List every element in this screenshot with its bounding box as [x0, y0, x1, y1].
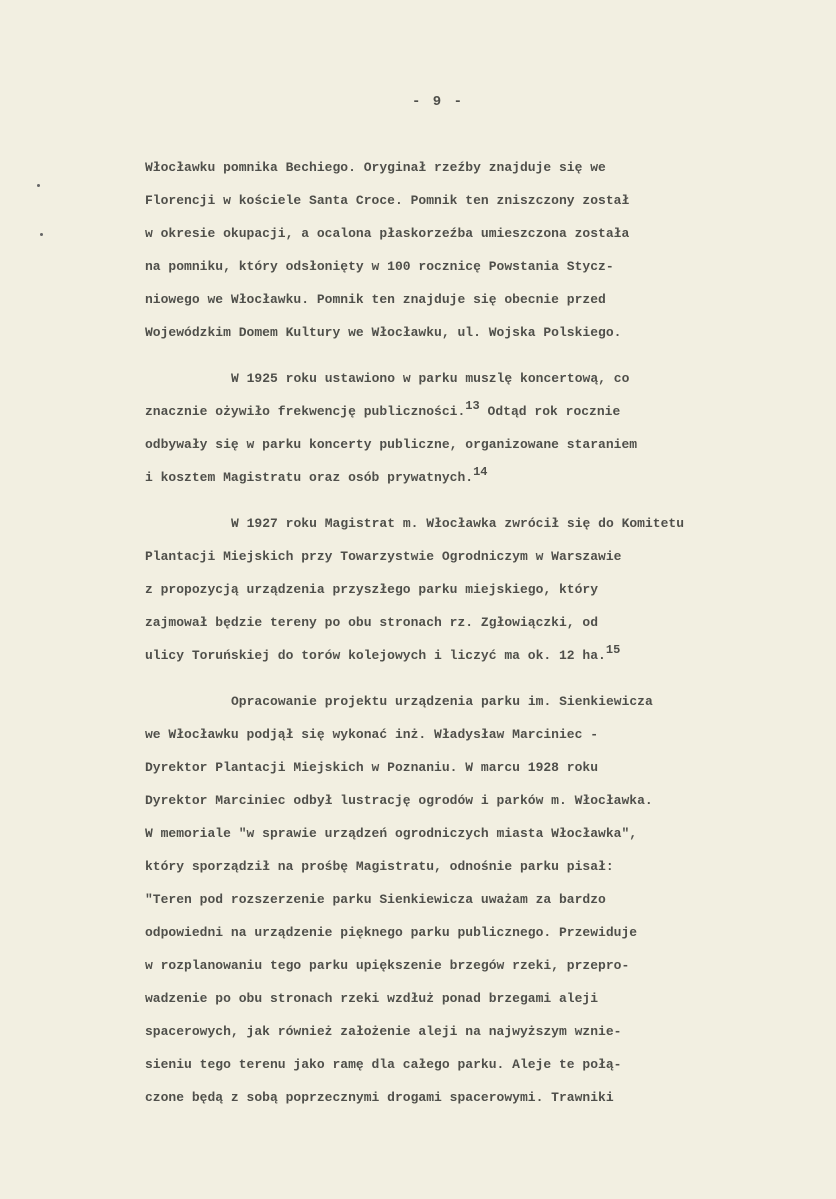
text-line: Opracowanie projektu urządzenia parku im. Sienkiewicza	[231, 694, 653, 709]
text-line: Dyrektor Marciniec odbył lustrację ogrodów i parków m. Włocławka.	[145, 793, 653, 808]
text-line: czone będą z sobą poprzecznymi drogami spacerowymi. Trawniki	[145, 1090, 614, 1105]
text-line: wadzenie po obu stronach rzeki wzdłuż ponad brzegami aleji	[145, 991, 599, 1006]
margin-mark	[40, 233, 43, 236]
text-line: niowego we Włocławku. Pomnik ten znajduje się obecnie przed	[145, 292, 606, 307]
paragraph-4	[145, 688, 836, 1117]
footnote-ref: 15	[605, 643, 621, 657]
text-line: W memoriale "w sprawie urządzeń ogrodniczych miasta Włocławka",	[145, 826, 638, 841]
text-line: w okresie okupacji, a ocalona płaskorzeźba umieszczona została	[145, 226, 630, 241]
text-line: który sporządził na prośbę Magistratu, odnośnie parku pisał:	[145, 859, 614, 874]
text-line: z propozycją urządzenia przyszłego parku miejskiego, który	[145, 582, 599, 597]
text-line: sieniu tego terenu jako ramę dla całego parku. Aleje te połą-	[145, 1057, 622, 1072]
paragraph-3	[145, 510, 836, 675]
text-line	[145, 398, 836, 431]
footnote-ref: 13	[465, 399, 480, 413]
text-line: w rozplanowaniu tego parku upiększenie brzegów rzeki, przepro-	[145, 958, 630, 973]
text-line: W 1927 roku Magistrat m. Włocławka zwrócił się do Komitetu	[231, 516, 685, 531]
paragraph-1	[145, 154, 836, 352]
paragraph-2	[145, 365, 836, 497]
footnote-ref: 14	[473, 465, 488, 479]
text-line: zajmował będzie tereny po obu stronach rz. Zgłowiączki, od	[145, 615, 599, 630]
text-segment: ulicy Toruńskiej do torów kolejowych i liczyć ma ok. 12 ha.	[145, 648, 606, 663]
document-body	[145, 154, 836, 1130]
text-segment: znacznie ożywiło frekwencję publiczności.	[145, 404, 466, 419]
text-line: "Teren pod rozszerzenie parku Sienkiewicza uważam za bardzo	[145, 892, 606, 907]
text-line	[145, 464, 836, 497]
text-line: odbywały się w parku koncerty publiczne, organizowane staraniem	[145, 437, 638, 452]
text-line	[145, 642, 836, 675]
text-line: Florencji w kościele Santa Croce. Pomnik ten zniszczony został	[145, 193, 630, 208]
text-line: Dyrektor Plantacji Miejskich w Poznaniu. W marcu 1928 roku	[145, 760, 599, 775]
text-segment: i kosztem Magistratu oraz osób prywatnych.	[145, 470, 474, 485]
text-line: odpowiedni na urządzenie pięknego parku publicznego. Przewiduje	[145, 925, 638, 940]
text-line: spacerowych, jak również założenie aleji na najwyższym wznie-	[145, 1024, 622, 1039]
margin-mark	[37, 184, 40, 187]
text-line: W 1925 roku ustawiono w parku muszlę koncertową, co	[231, 371, 630, 386]
text-line: Wojewódzkim Domem Kultury we Włocławku, ul. Wojska Polskiego.	[145, 325, 622, 340]
text-line: Plantacji Miejskich przy Towarzystwie Ogrodniczym w Warszawie	[145, 549, 622, 564]
page-number: - 9 -	[411, 94, 464, 110]
text-segment: Odtąd rok rocznie	[479, 404, 621, 419]
text-line: we Włocławku podjął się wykonać inż. Władysław Marciniec -	[145, 727, 599, 742]
text-line: na pomniku, który odsłonięty w 100 rocznicę Powstania Stycz-	[145, 259, 614, 274]
text-line: Włocławku pomnika Bechiego. Oryginał rzeźby znajduje się we	[145, 160, 606, 175]
